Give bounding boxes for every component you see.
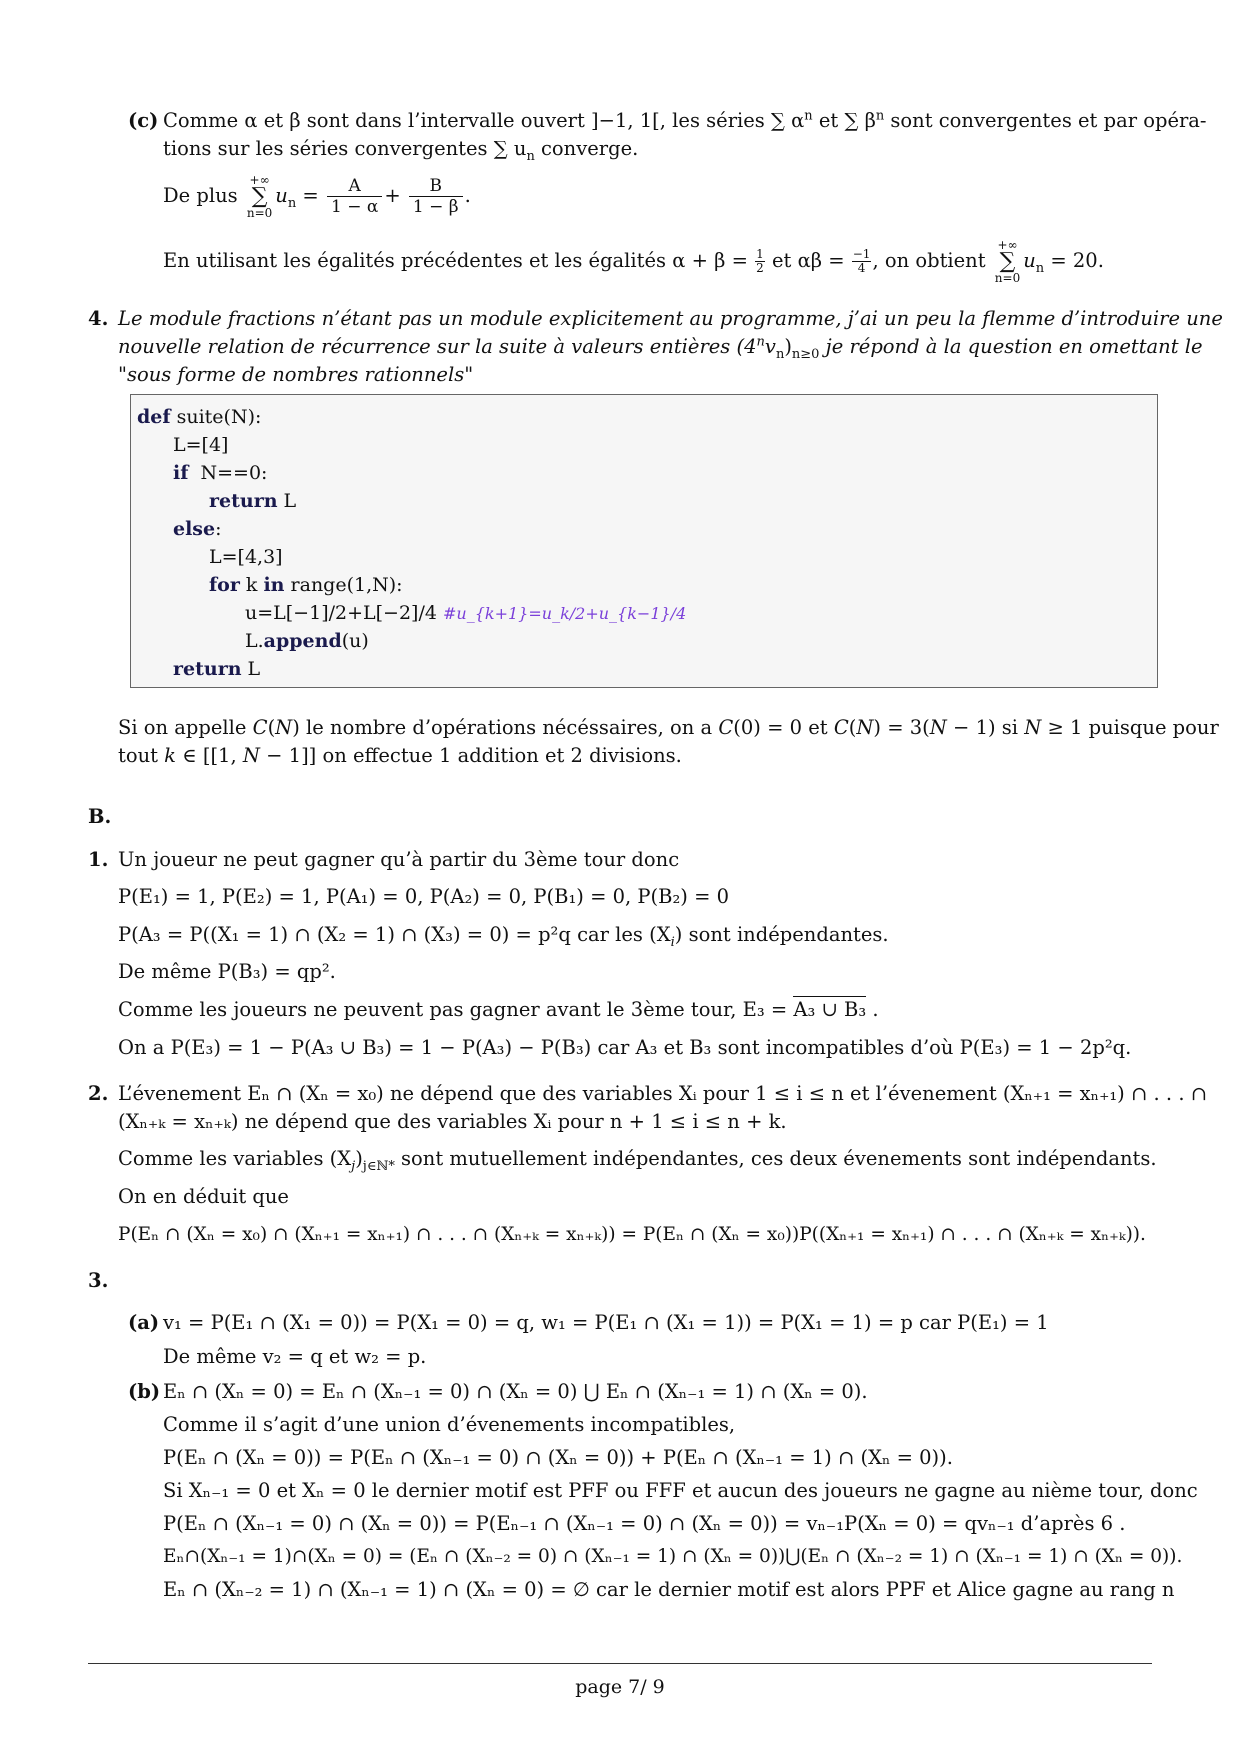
part-b-label: (b) <box>128 1380 161 1403</box>
text: = 3( <box>881 716 930 739</box>
question-4-label: 4. <box>88 307 109 330</box>
question-4-line-1: Le module fractions n’étant pas un module explicitement au programme, j’ai un peu la flemme d’introduire une <box>118 307 1223 330</box>
code-line-1 <box>137 403 261 431</box>
u-n: u <box>275 184 288 207</box>
b3b-line-6: Eₙ∩(Xₙ₋₁ = 1)∩(Xₙ = 0) = (Eₙ ∩ (Xₙ₋₂ = 0) ∩ (Xₙ₋₁ = 1) ∩ (Xₙ = 0))⋃(Eₙ ∩ (Xₙ₋₂ = 1) ∩ (Xₙ₋₁ = 1) ∩ (Xₙ = 0)). <box>163 1546 1183 1567</box>
numerator: B <box>409 176 463 197</box>
b1-line-6: On a P(E₃) = 1 − P(A₃ ∪ B₃) = 1 − P(A₃) − P(B₃) car A₃ et B₃ sont incompatibles d’où P(E₃) = 1 − 2p²q. <box>118 1036 1132 1059</box>
text: sont convergentes et par opéra- <box>884 109 1207 132</box>
sum-lower: n=0 <box>994 270 1021 285</box>
text: le nombre d’opérations nécéssaires, on a <box>299 716 719 739</box>
text: et ∑ β <box>812 109 876 132</box>
b3a-line-2: De même v₂ = q et w₂ = p. <box>163 1345 427 1368</box>
fraction-quarter <box>852 248 872 275</box>
numerator: A <box>327 176 382 197</box>
text: converge. <box>534 137 639 160</box>
code-line-9 <box>245 627 369 655</box>
sum-lower: n=0 <box>246 205 273 220</box>
text: tions sur les séries convergentes ∑ u <box>163 137 527 160</box>
b2-line-2: (Xₙ₊ₖ = xₙ₊ₖ) ne dépend que des variables Xᵢ pour n + 1 ≤ i ≤ n + k. <box>118 1110 787 1133</box>
b3a-line-1: v₁ = P(E₁ ∩ (X₁ = 0)) = P(X₁ = 0) = q, w₁ = P(E₁ ∩ (X₁ = 1)) = P(X₁ = 1) = p car P(E₁) = 1 <box>163 1311 1049 1334</box>
subscript: n <box>526 148 535 164</box>
keyword: return <box>173 658 242 680</box>
text: . <box>866 998 879 1021</box>
text: et αβ = <box>765 249 851 272</box>
section-b-heading: B. <box>88 805 112 828</box>
text: , on obtient <box>872 249 986 272</box>
part-c-line-2 <box>163 135 638 163</box>
subscript: j∈ℕ* <box>362 1158 395 1174</box>
text: suite(N): <box>170 406 262 428</box>
b1-line-3: P(A₃ = P((X₁ = 1) ∩ (X₂ = 1) ∩ (X₃) = 0) = p²q car les $(X_i)$ sont indépendantes. <box>118 923 889 950</box>
keyword: append <box>263 630 342 652</box>
text: L. <box>245 630 264 652</box>
question-b1-label: 1. <box>88 848 109 871</box>
text: = 0 et <box>760 716 834 739</box>
numerator: −1 <box>852 247 871 261</box>
text: sont mutuellement indépendantes, ces deux évenements sont indépendants. <box>394 1147 1157 1170</box>
sum-symbol: +∞ ∑ n=0 <box>994 237 1021 285</box>
sum-symbol: +∞ ∑ n=0 <box>246 172 273 220</box>
code-line-5 <box>173 515 222 543</box>
part-c-line-1 <box>163 107 1207 135</box>
b3b-line-4: Si Xₙ₋₁ = 0 et Xₙ = 0 le dernier motif est PFF ou FFF et aucun des joueurs ne gagne au nième tour, donc <box>163 1479 1198 1502</box>
text: En utilisant les égalités précédentes et les égalités α + β = <box>163 249 755 272</box>
fraction-a <box>327 176 382 217</box>
code-comment: #u_{k+1}=u_k/2+u_{k−1}/4 <box>443 604 687 623</box>
sum-upper: +∞ <box>249 172 270 187</box>
text: ) <box>355 1147 363 1170</box>
text: car les (X <box>570 923 671 946</box>
text: k <box>239 574 264 596</box>
text: − 1]] on effectue 1 addition et 2 divisions. <box>259 744 682 767</box>
numerator: 1 <box>756 247 764 261</box>
code-block <box>130 394 1158 688</box>
page-number: page 7/ 9 <box>575 1676 665 1698</box>
keyword: def <box>137 406 171 428</box>
code-line-7 <box>209 571 403 599</box>
keyword: else <box>173 518 216 540</box>
keyword: if <box>173 462 189 484</box>
code-line-6: L=[4,3] <box>209 546 283 568</box>
text: = 20. <box>1044 249 1104 272</box>
text: je répond à la question en omettant le <box>819 335 1203 358</box>
exponent: n <box>875 108 885 124</box>
text: Si on appelle <box>118 716 253 739</box>
fraction-half <box>755 248 765 275</box>
denominator: 1 − α <box>330 197 379 217</box>
text: range(1,N): <box>284 574 403 596</box>
question-4-line-2: nouvelle relation de récurrence sur la suite à valeurs entières $(4^nv_n)_{n\ge 0}$ je répond à la question en omettant le <box>118 334 1203 362</box>
b1-line-5 <box>118 996 879 1024</box>
text: u=L[−1]/2+L[−2]/4 <box>245 602 443 624</box>
code-line-4 <box>209 487 296 515</box>
code-line-2: L=[4] <box>173 434 229 456</box>
code-line-8 <box>245 599 686 628</box>
complexity-line-2: tout k ∈ [[1, N − 1]] on effectue 1 addition et 2 divisions. <box>118 744 682 767</box>
code-line-10 <box>173 655 260 683</box>
denominator: 1 − β <box>412 197 459 217</box>
text: Comme α et β sont dans l’intervalle ouvert ]−1, 1[, les séries ∑ α <box>163 109 805 132</box>
denominator: 2 <box>756 261 764 275</box>
keyword: return <box>209 490 278 512</box>
b2-line-4: On en déduit que <box>118 1185 289 1208</box>
sum-upper: +∞ <box>997 237 1018 252</box>
b3b-line-1: Eₙ ∩ (Xₙ = 0) = Eₙ ∩ (Xₙ₋₁ = 0) ∩ (Xₙ = 0) ⋃ Eₙ ∩ (Xₙ₋₁ = 1) ∩ (Xₙ = 0). <box>163 1380 868 1403</box>
exponent: n <box>804 108 813 124</box>
b3b-line-5: P(Eₙ ∩ (Xₙ₋₁ = 0) ∩ (Xₙ = 0)) = P(Eₙ₋₁ ∩ (Xₙ₋₁ = 0) ∩ (Xₙ = 0)) = vₙ₋₁P(Xₙ = 0) = qvₙ₋₁ d’après 6 . <box>163 1512 1126 1535</box>
text: : <box>215 518 222 540</box>
b2-line-3: Comme les variables $(X_j)_{j\in ℕ*}$ sont mutuellement indépendantes, ces deux évenements sont indépendants. <box>118 1147 1157 1174</box>
b3b-line-2: Comme il s’agit d’une union d’évenements incompatibles, <box>163 1413 736 1436</box>
text: De plus <box>163 184 238 207</box>
text: P(A₃ = P((X₁ = 1) ∩ (X₂ = 1) ∩ (X₃) = 0) = p²q <box>118 923 571 946</box>
text: ∈ [[1, <box>176 744 243 767</box>
b3b-line-3: P(Eₙ ∩ (Xₙ = 0)) = P(Eₙ ∩ (Xₙ₋₁ = 0) ∩ (Xₙ = 0)) + P(Eₙ ∩ (Xₙ₋₁ = 1) ∩ (Xₙ = 0)). <box>163 1446 953 1469</box>
denominator: 4 <box>857 261 866 275</box>
complement-overline: A₃ ∪ B₃ <box>793 998 867 1021</box>
b1-line-2: P(E₁) = 1, P(E₂) = 1, P(A₁) = 0, P(A₂) = 0, P(B₁) = 0, P(B₂) = 0 <box>118 885 730 908</box>
question-b3-label: 3. <box>88 1269 109 1292</box>
text: − 1) si <box>946 716 1025 739</box>
part-a-label: (a) <box>128 1311 160 1334</box>
code-line-3 <box>173 459 267 487</box>
b1-line-1: Un joueur ne peut gagner qu’à partir du 3ème tour donc <box>118 848 680 871</box>
text: nouvelle relation de récurrence sur la suite à valeurs entières (4 <box>118 335 757 358</box>
keyword: in <box>263 574 285 596</box>
b2-line-1: L’évenement Eₙ ∩ (Xₙ = x₀) ne dépend que des variables Xᵢ pour 1 ≤ i ≤ n et l’évenement (Xₙ₊₁ = xₙ₊₁) ∩ . . . ∩ <box>118 1082 1208 1105</box>
text: tout <box>118 744 165 767</box>
text: Comme les joueurs ne peuvent pas gagner avant le 3ème tour, E₃ = <box>118 998 794 1021</box>
part-c-sum-equation: De plus +∞ ∑ n=0 $u_n$ = $\frac{A}{1 - \alpha}$ + $\frac{B}{1 - \beta}$ . <box>163 172 471 220</box>
text: (u) <box>341 630 369 652</box>
text: L <box>277 490 297 512</box>
question-b2-label: 2. <box>88 1082 109 1105</box>
fraction-b <box>409 176 463 217</box>
b2-line-5: P(Eₙ ∩ (Xₙ = x₀) ∩ (Xₙ₊₁ = xₙ₊₁) ∩ . . . ∩ (Xₙ₊ₖ = xₙ₊ₖ)) = P(Eₙ ∩ (Xₙ = x₀))P((Xₙ₊₁ = xₙ₊₁) ∩ . . . ∩ (Xₙ₊ₖ = xₙ₊ₖ)). <box>118 1224 1146 1245</box>
footer-rule <box>88 1663 1152 1664</box>
keyword: for <box>209 574 240 596</box>
text: ) sont indépendantes. <box>674 923 889 946</box>
complexity-line-1: Si on appelle C(N) le nombre d’opérations nécéssaires, on a C(0) = 0 et C(N) = 3(N − 1) si N ≥ 1 puisque pour <box>118 716 1219 739</box>
text: ≥ 1 puisque pour <box>1041 716 1219 739</box>
b3b-line-7: Eₙ ∩ (Xₙ₋₂ = 1) ∩ (Xₙ₋₁ = 1) ∩ (Xₙ = 0) = ∅ car le dernier motif est alors PPF et Alice gagne au rang n <box>163 1578 1175 1601</box>
b1-line-4: De même P(B₃) = qp². <box>118 960 336 983</box>
part-c-line-4: En utilisant les égalités précédentes et les égalités α + β = $\frac{1}{2}$ et αβ = $\frac{-1}{4}$ , on obtient +∞ ∑ n=0 $u_n = 20$. <box>163 237 1104 285</box>
question-4-line-3: "sous forme de nombres rationnels" <box>118 363 474 386</box>
text: L <box>241 658 261 680</box>
text: N==0: <box>188 462 268 484</box>
text: Comme les variables (X <box>118 1147 352 1170</box>
part-c-label: (c) <box>128 109 159 132</box>
